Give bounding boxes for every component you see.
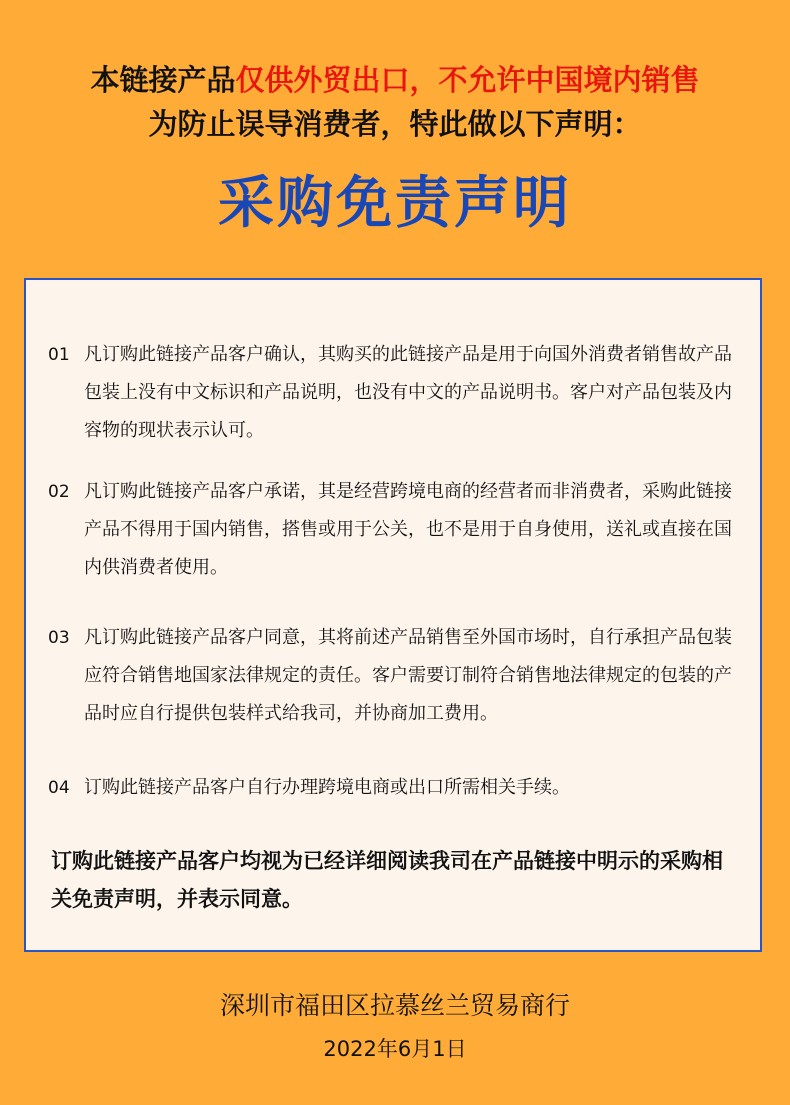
export-notice (0, 58, 790, 102)
declaration-intro: 为防止误导消费者，特此做以下声明： (148, 107, 642, 141)
page-title: 采购免责声明 (218, 171, 572, 236)
header (0, 58, 790, 146)
disclaimer-panel (24, 278, 762, 952)
clause-text: 凡订购此链接产品客户同意，其将前述产品销售至外国市场时，自行承担产品包装应符合销售地国家法律规定的责任。客户需要订制符合销售地法律规定的包装的产品时应自行提供包装样式给我司，并协商加工费用。 (84, 627, 732, 724)
clause-number: 04 (48, 778, 70, 798)
clause-02 (48, 473, 748, 587)
clause-number: 01 (48, 345, 70, 365)
clause-text: 凡订购此链接产品客户确认，其购买的此链接产品是用于向国外消费者销售故产品包装上没有中文标识和产品说明，也没有中文的产品说明书。客户对产品包装及内容物的现状表示认可。 (84, 344, 732, 441)
clause-text: 凡订购此链接产品客户承诺，其是经营跨境电商的经营者而非消费者，采购此链接产品不得用于国内销售，搭售或用于公关，也不是用于自身使用，送礼或直接在国内供消费者使用。 (84, 481, 732, 578)
export-notice-prefix: 本链接产品 (90, 63, 236, 97)
clause-04 (48, 769, 748, 807)
clause-number: 03 (48, 628, 70, 648)
statement-date: 2022年6月1日 (323, 1037, 467, 1061)
footer (0, 984, 790, 1066)
company-name: 深圳市福田区拉慕丝兰贸易商行 (219, 991, 570, 1020)
clause-text: 订购此链接产品客户自行办理跨境电商或出口所需相关手续。 (84, 777, 570, 798)
clause-03 (48, 619, 748, 733)
clause-01 (48, 336, 748, 450)
export-only-warning: 仅供外贸出口，不允许中国境内销售 (235, 63, 700, 97)
clause-number: 02 (48, 482, 70, 502)
closing-statement: 订购此链接产品客户均视为已经详细阅读我司在产品链接中明示的采购相关免责声明，并表示同意。 (51, 849, 723, 911)
